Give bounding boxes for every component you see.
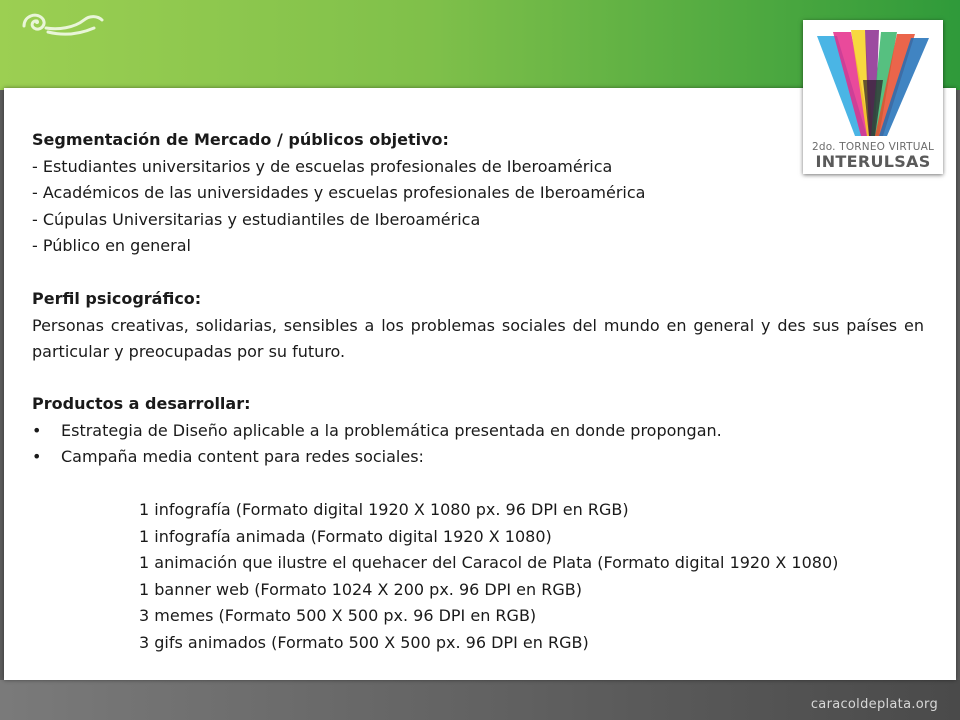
segment-item: - Académicos de las universidades y escuelas profesionales de Iberoamérica: [32, 183, 646, 202]
product-bullet: [32, 444, 924, 471]
deliverable-item: 1 infografía (Formato digital 1920 X 1080 px. 96 DPI en RGB): [139, 500, 629, 519]
deliverable-item: 3 memes (Formato 500 X 500 px. 96 DPI en RGB): [139, 606, 537, 625]
bullet-icon: •: [32, 420, 42, 440]
badge-subtitle: 2do. TORNEO VIRTUAL: [811, 141, 935, 153]
segmentation-heading: Segmentación de Mercado / públicos objetivo:: [32, 130, 449, 149]
document-body: [32, 127, 924, 656]
deliverable-item: 1 animación que ilustre el quehacer del Caracol de Plata (Formato digital 1920 X 1080): [139, 553, 839, 572]
segment-item: - Cúpulas Universitarias y estudiantiles de Iberoamérica: [32, 209, 481, 229]
product-bullet: [32, 418, 924, 445]
products-heading: Productos a desarrollar:: [32, 394, 251, 413]
deliverable-item: 3 gifs animados (Formato 500 X 500 px. 96 DPI en RGB): [139, 632, 589, 652]
badge-title: INTERULSAS: [815, 152, 931, 171]
product-bullet-text: Estrategia de Diseño aplicable a la problemática presentada en donde propongan.: [61, 420, 722, 440]
product-bullet-text: Campaña media content para redes sociales:: [61, 447, 424, 466]
deliverable-item: 1 banner web (Formato 1024 X 200 px. 96 DPI en RGB): [139, 579, 582, 599]
deliverable-item: 1 infografía animada (Formato digital 1920 X 1080): [139, 526, 552, 546]
snail-logo-icon: [18, 6, 108, 40]
segment-item: - Público en general: [32, 236, 191, 255]
psychographic-heading: Perfil psicográfico:: [32, 289, 202, 308]
bullet-icon: •: [32, 447, 42, 466]
segment-item: - Estudiantes universitarios y de escuelas profesionales de Iberoamérica: [32, 156, 613, 176]
psychographic-text: Personas creativas, solidarias, sensibles a los problemas sociales del mundo en general y des sus países en particular y preocupadas por su futuro.: [32, 315, 924, 361]
footer-url: caracoldeplata.org: [810, 697, 938, 712]
